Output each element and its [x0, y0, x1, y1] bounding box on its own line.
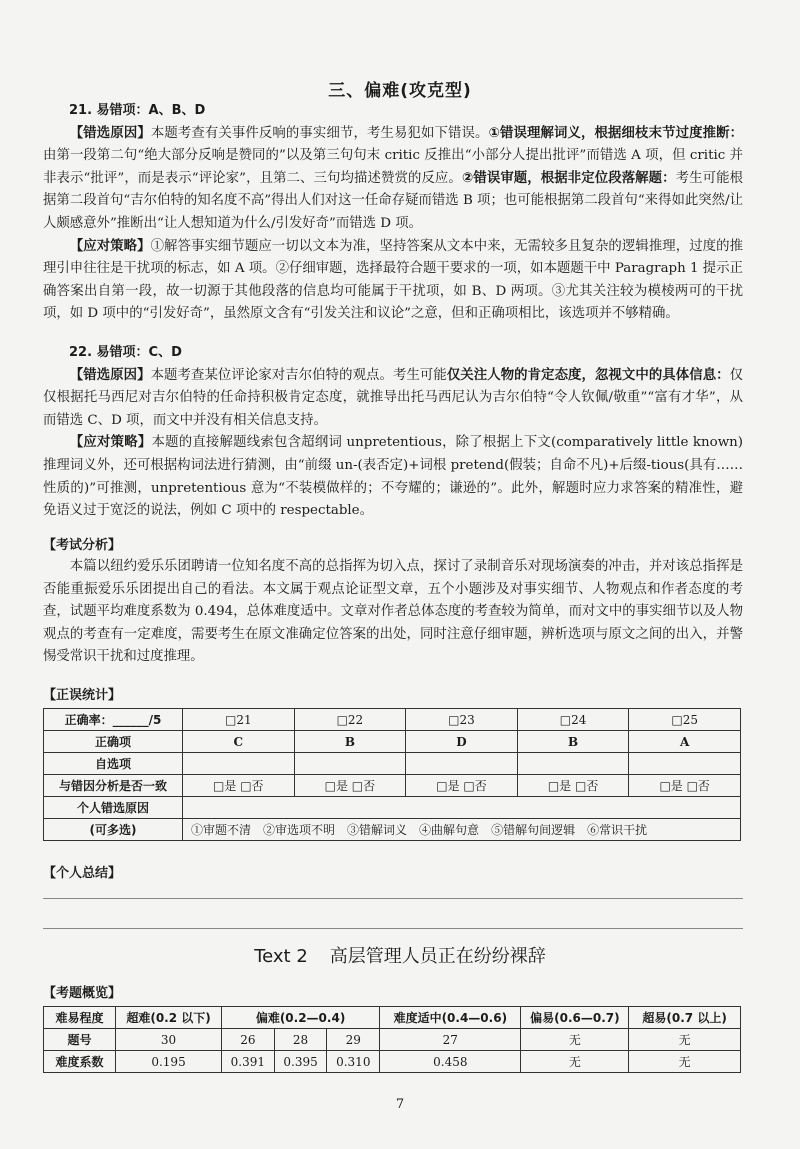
q22-block	[43, 342, 743, 523]
reason-option[interactable]: ③错解词义	[347, 823, 408, 837]
q22-title: 22. 易错项：C、D	[69, 345, 182, 360]
analysis-text: 本篇以纽约爱乐乐团聘请一位知名度不高的总指挥为切入点，探讨了录制音乐对现场演奏的冲击，并对该总指挥是否能重振爱乐乐团提出自己的看法。本文属于观点论证型文章，五个小题涉及对事实细节、人物观点和作者态度的考查，试题平均难度系数为 0.494，总体难度适中。文章对作者总体态度的考查较为简单，而对文中的事实细节以及人物观点的考查有一定难度，需要考生在原文准确定位答案的出处，同时注意仔细审题，辨析选项与原文之间的出入，并警惕受常识干扰和过度推理。	[43, 559, 743, 665]
summary-heading: 【个人总结】	[43, 866, 122, 881]
q-checkbox[interactable]: □25	[629, 709, 741, 731]
section-title: 三、偏难(攻克型)	[328, 81, 472, 101]
reason-options	[183, 819, 741, 841]
q22-strategy-text: 本题的直接解题线索包含超纲词 unpretentious，除了根据上下文(comparatively little known)推理词义外，还可根据构词法进行猜测，由“前缀 un-(表否定)+词根 pretend(假装；自命不凡)+后缀-tious(具有……性质的)”可推测，unpretentious 意为“不装模做样的；不夸耀的；谦逊的”。此外，解题时应力求答案的精准性，避免语义过于宽泛的说法，例如 C 项中的 respectable。	[43, 435, 744, 519]
question-number: 无	[521, 1029, 629, 1051]
summary-line[interactable]	[43, 928, 743, 929]
q21-strategy-text: ①解答事实细节题应一切以文本为准，坚持答案从文本中来，无需较多且复杂的逻辑推理，过度的推理引申往往是干扰项的标志，如 A 项。②仔细审题，选择最符合题干要求的一项，如本题题干中 Paragraph 1 提示正确答案出自第一段，故一切源于其他段落的信息均可能属于干扰项，如 B、D 两项。③尤其关注较为模棱两可的干扰项，如 D 项中的“引发好奇”，虽然原文含有“引发关注和议论”之意，但和正确项相比，该选项并不够精确。	[43, 238, 744, 322]
self-answer-cell[interactable]	[629, 753, 741, 775]
row-label: (可多选)	[44, 819, 183, 841]
analysis-heading: 【考试分析】	[43, 538, 122, 553]
overview-table	[43, 1006, 741, 1073]
stats-table	[43, 708, 741, 841]
table-row	[44, 709, 741, 731]
correct-answer: C	[183, 731, 295, 753]
self-answer-cell[interactable]	[517, 753, 629, 775]
q-checkbox[interactable]: □24	[517, 709, 629, 731]
question-number: 无	[629, 1029, 741, 1051]
q-checkbox[interactable]: □23	[406, 709, 518, 731]
yes-no-checkbox[interactable]: □是 □否	[183, 775, 295, 797]
summary-line[interactable]	[43, 898, 743, 899]
reason-option[interactable]: ②审选项不明	[263, 823, 336, 837]
correct-answer: B	[294, 731, 406, 753]
q21-r1-label: ①错误理解词义，根据细枝末节过度推断：	[488, 125, 743, 141]
difficulty-value: 无	[629, 1051, 741, 1073]
q-checkbox[interactable]: □21	[183, 709, 295, 731]
q21-r1-text: 由第一段第二句“绝大部分反响是赞同的”以及第三句句末 critic 反推出“小部分人提出批评”而错选 A 项，但 critic 并非表示“批评”，而是表示“评论家”，且第二、三句均描述赞赏的反应。	[43, 148, 743, 186]
question-number: 29	[327, 1029, 380, 1051]
difficulty-value: 0.310	[327, 1051, 380, 1073]
q21-strategy-label: 【应对策略】	[69, 238, 151, 254]
text2-heading: 高层管理人员正在纷纷裸辞	[329, 946, 546, 967]
question-number: 30	[116, 1029, 222, 1051]
correct-answer: B	[517, 731, 629, 753]
self-answer-cell[interactable]	[294, 753, 406, 775]
difficulty-value: 0.458	[380, 1051, 521, 1073]
question-number: 26	[221, 1029, 274, 1051]
difficulty-value: 无	[521, 1051, 629, 1073]
correct-answer: A	[629, 731, 741, 753]
page-number: 7	[395, 1097, 405, 1112]
table-row	[44, 775, 741, 797]
yes-no-checkbox[interactable]: □是 □否	[406, 775, 518, 797]
row-label: 自选项	[44, 753, 183, 775]
table-row	[44, 819, 741, 841]
header-cell: 偏易(0.6—0.7)	[521, 1007, 629, 1029]
row-label: 正确项	[44, 731, 183, 753]
reason-option[interactable]: ④曲解句意	[419, 823, 480, 837]
question-number: 28	[274, 1029, 327, 1051]
self-answer-cell[interactable]	[406, 753, 518, 775]
table-row	[44, 797, 741, 819]
yes-no-checkbox[interactable]: □是 □否	[294, 775, 406, 797]
overview-heading: 【考题概览】	[43, 986, 122, 1001]
difficulty-value: 0.391	[221, 1051, 274, 1073]
table-row	[44, 1007, 741, 1029]
correct-answer: D	[406, 731, 518, 753]
header-cell: 超难(0.2 以下)	[116, 1007, 222, 1029]
yes-no-checkbox[interactable]: □是 □否	[517, 775, 629, 797]
analysis-block	[43, 556, 743, 669]
q22-reason-bold: 仅关注人物的肯定态度，忽视文中的具体信息：	[446, 367, 730, 383]
q21-reason-text: 本题考查有关事件反响的事实细节，考生易犯如下错误。	[150, 125, 489, 141]
reason-blank[interactable]	[183, 797, 741, 819]
stats-heading: 【正误统计】	[43, 688, 122, 703]
table-row	[44, 1029, 741, 1051]
reason-option[interactable]: ①审题不清	[191, 823, 252, 837]
q21-reason	[43, 123, 743, 236]
row-label: 题号	[44, 1029, 116, 1051]
header-cell: 超易(0.7 以上)	[629, 1007, 741, 1029]
reason-option[interactable]: ⑤错解句间逻辑	[491, 823, 576, 837]
q-checkbox[interactable]: □22	[294, 709, 406, 731]
difficulty-value: 0.195	[116, 1051, 222, 1073]
accuracy-label[interactable]: 正确率：______/5	[44, 709, 183, 731]
q21-r2-label: ②错误审题，根据非定位段落解题：	[461, 170, 676, 186]
q22-reason-text: 本题考查某位评论家对吉尔伯特的观点。考生可能	[150, 367, 447, 383]
header-cell: 难易程度	[44, 1007, 116, 1029]
q21-r2-text: 考生可能根据第二段首句“吉尔伯特的知名度不高”得出人们对这一任命存疑而错选 B 项；也可能根据第二段首句“来得如此突然/让人颇感意外”推断出“让人想知道为什么/引发好奇”而错选 D 项。	[43, 170, 743, 231]
text2-label: Text 2	[254, 946, 308, 967]
header-cell: 难度适中(0.4—0.6)	[380, 1007, 521, 1029]
q22-reason-label: 【错选原因】	[69, 367, 151, 383]
row-label: 与错因分析是否一致	[44, 775, 183, 797]
q21-strategy	[43, 236, 743, 326]
header-cell: 偏难(0.2—0.4)	[221, 1007, 379, 1029]
q21-reason-label: 【错选原因】	[69, 125, 151, 141]
reason-option[interactable]: ⑥常识干扰	[587, 823, 648, 837]
difficulty-value: 0.395	[274, 1051, 327, 1073]
q22-reason-text2: 仅仅根据托马西尼对吉尔伯特的任命持积极肯定态度，就推导出托马西尼认为吉尔伯特“令人钦佩/敬重”“富有才华”，从而错选 C、D 项，而文中并没有相关信息支持。	[43, 367, 744, 428]
table-row	[44, 1051, 741, 1073]
row-label: 个人错选原因	[44, 797, 183, 819]
table-row	[44, 731, 741, 753]
q21-block	[43, 100, 743, 326]
table-row	[44, 753, 741, 775]
question-number: 27	[380, 1029, 521, 1051]
q21-title: 21. 易错项：A、B、D	[69, 103, 206, 118]
q22-reason	[43, 365, 743, 433]
q22-strategy-label: 【应对策略】	[69, 435, 152, 451]
yes-no-checkbox[interactable]: □是 □否	[629, 775, 741, 797]
row-label: 难度系数	[44, 1051, 116, 1073]
text2-title	[0, 942, 800, 968]
q22-strategy	[43, 432, 743, 522]
self-answer-cell[interactable]	[183, 753, 295, 775]
